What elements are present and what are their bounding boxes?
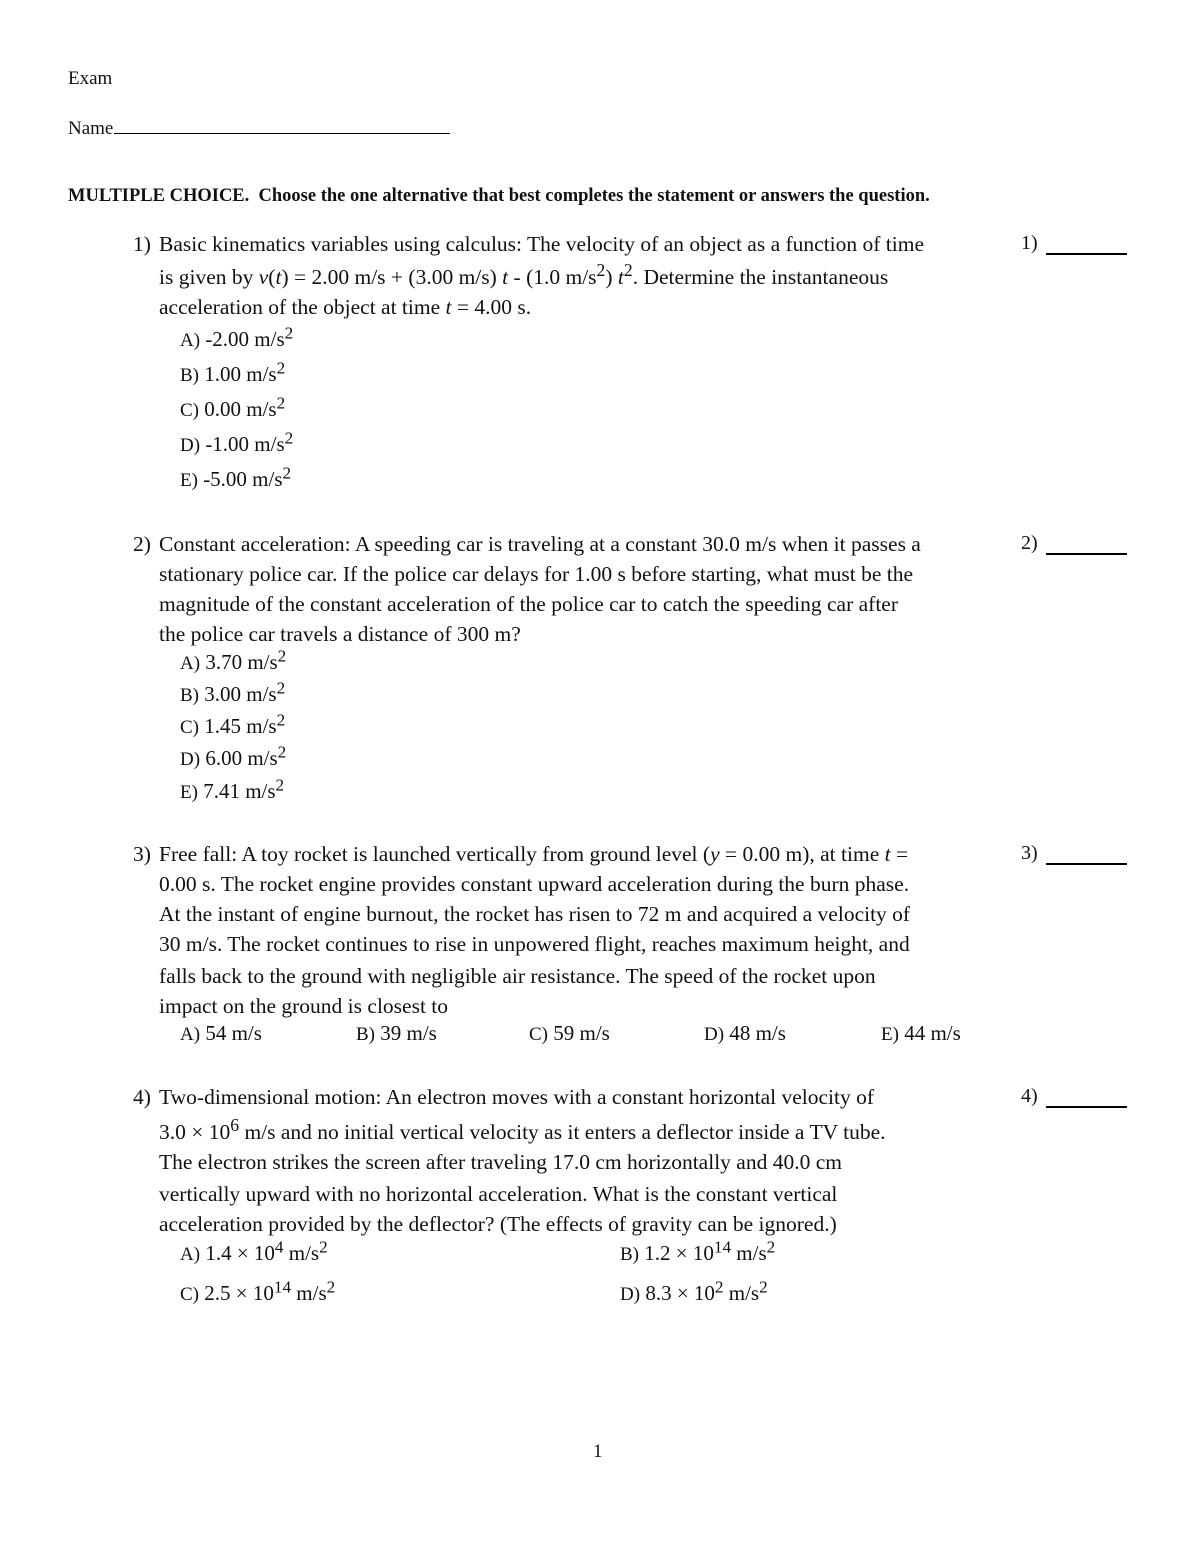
question-line: $3.0 \times 10^6$ m/s and no initial vertical velocity as it enters a deflector inside a TV tube.: [159, 1115, 886, 1144]
option-a[interactable]: A) $1.4 \times 10^4$ $m/s^2$: [180, 1237, 328, 1265]
answer-blank-1[interactable]: [1021, 232, 1038, 255]
option-a[interactable]: A) -2.00 $m/s^2$: [180, 323, 294, 351]
question-line: At the instant of engine burnout, the rocket has risen to 72 m and acquired a velocity of: [159, 902, 911, 926]
name-label: Name: [68, 118, 114, 139]
option-c[interactable]: C) $2.5 \times 10^{14}$ $m/s^2$: [180, 1277, 336, 1305]
question-line: magnitude of the constant acceleration of the police car to catch the speeding car after: [159, 592, 899, 616]
question-text: [159, 1082, 886, 1239]
answer-label: 3): [1021, 842, 1038, 864]
option-c[interactable]: C) 0.00 $m/s^2$: [180, 393, 286, 421]
question-line: acceleration of the object at time t = 4.00 s.: [159, 295, 532, 319]
option-d[interactable]: D) 6.00 $m/s^2$: [180, 742, 287, 770]
question-line: impact on the ground is closest to: [159, 994, 449, 1018]
option-e[interactable]: E) 7.41 $m/s^2$: [180, 775, 285, 803]
page-number: 1: [593, 1441, 603, 1462]
instructions-heading: MULTIPLE CHOICE.: [68, 186, 250, 206]
answer-blank-4[interactable]: [1021, 1085, 1038, 1108]
answer-label: 1): [1021, 232, 1038, 254]
answer-line[interactable]: [1046, 1106, 1127, 1108]
question-number: 2): [133, 532, 151, 556]
instructions: [68, 186, 930, 207]
question-line: the police car travels a distance of 300 m?: [159, 622, 521, 646]
question-text: [159, 529, 921, 649]
option-e[interactable]: E) 44 m/s: [881, 1021, 961, 1045]
option-d[interactable]: D) $8.3 \times 10^2$ $m/s^2$: [620, 1277, 768, 1305]
name-blank[interactable]: [114, 115, 450, 134]
question-number: 1): [133, 232, 151, 256]
question-line: Free fall: A toy rocket is launched vertically from ground level (y = 0.00 m), at time t =: [159, 842, 909, 866]
option-b[interactable]: B) 3.00 $m/s^2$: [180, 678, 286, 706]
question-line: is given by v(t) = 2.00 m/s + (3.00 m/s) t - (1.0 $m/s^2$) $t^2$. Determine the instantaneous: [159, 260, 889, 289]
instructions-text: Choose the one alternative that best completes the statement or answers the question.: [258, 186, 930, 206]
option-b[interactable]: B) 39 m/s: [356, 1021, 437, 1045]
question-text: [159, 839, 910, 1021]
option-c[interactable]: C) 59 m/s: [529, 1021, 610, 1045]
option-e[interactable]: E) -5.00 $m/s^2$: [180, 463, 292, 491]
option-d[interactable]: D) 48 m/s: [704, 1021, 786, 1045]
option-a[interactable]: A) 3.70 $m/s^2$: [180, 646, 287, 674]
question-text: [159, 229, 924, 322]
name-field[interactable]: [68, 115, 450, 140]
question-line: Basic kinematics variables using calculus: The velocity of an object as a function of time: [159, 232, 925, 256]
question-line: 0.00 s. The rocket engine provides constant upward acceleration during the burn phase.: [159, 872, 910, 896]
question-line: vertically upward with no horizontal acceleration. What is the constant vertical: [159, 1182, 838, 1206]
answer-label: 2): [1021, 532, 1038, 554]
question-line: falls back to the ground with negligible air resistance. The speed of the rocket upon: [159, 964, 876, 988]
answer-blank-3[interactable]: [1021, 842, 1038, 865]
exam-title: Exam: [68, 68, 113, 89]
answer-line[interactable]: [1046, 553, 1127, 555]
option-b[interactable]: B) 1.00 $m/s^2$: [180, 358, 286, 386]
question-line: The electron strikes the screen after traveling 17.0 cm horizontally and 40.0 cm: [159, 1150, 842, 1174]
answer-label: 4): [1021, 1085, 1038, 1107]
question-line: 30 m/s. The rocket continues to rise in unpowered flight, reaches maximum height, and: [159, 932, 910, 956]
option-a[interactable]: A) 54 m/s: [180, 1021, 262, 1045]
answer-line[interactable]: [1046, 863, 1127, 865]
question-line: Constant acceleration: A speeding car is traveling at a constant 30.0 m/s when it passes a: [159, 532, 921, 556]
answer-line[interactable]: [1046, 253, 1127, 255]
option-d[interactable]: D) -1.00 $m/s^2$: [180, 428, 294, 456]
answer-blank-2[interactable]: [1021, 532, 1038, 555]
question-line: acceleration provided by the deflector? (The effects of gravity can be ignored.): [159, 1212, 837, 1236]
question-number: 3): [133, 842, 151, 866]
option-c[interactable]: C) 1.45 $m/s^2$: [180, 710, 286, 738]
question-line: stationary police car. If the police car delays for 1.00 s before starting, what must be the: [159, 562, 914, 586]
question-line: Two-dimensional motion: An electron moves with a constant horizontal velocity of: [159, 1085, 875, 1109]
option-b[interactable]: B) $1.2 \times 10^{14}$ $m/s^2$: [620, 1237, 776, 1265]
question-number: 4): [133, 1085, 151, 1109]
